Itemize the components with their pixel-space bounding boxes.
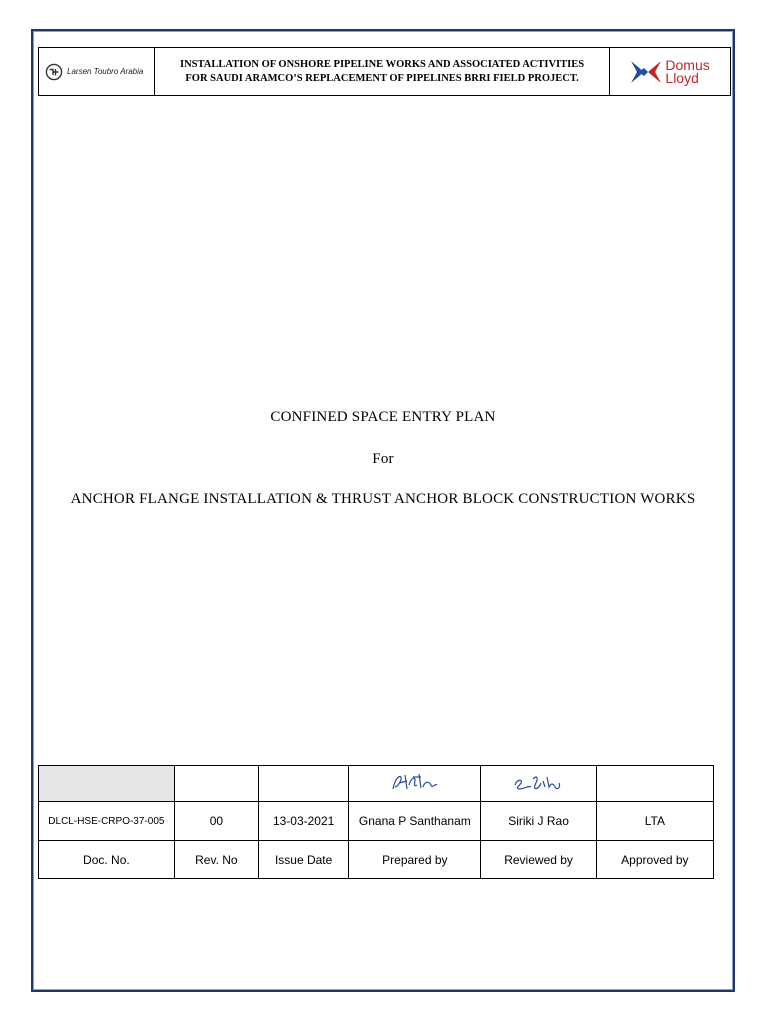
project-title-line2: FOR SAUDI ARAMCO’S REPLACEMENT OF PIPELINES BRRI FIELD PROJECT. — [185, 72, 579, 84]
issue-date-value: 13-03-2021 — [259, 802, 349, 841]
domus-text: Domus — [665, 56, 710, 73]
rev-no-signature-cell — [174, 766, 258, 802]
domus-lloyd-logo — [610, 58, 730, 86]
prepared-by-label: Prepared by — [349, 841, 481, 879]
approval-table — [38, 765, 714, 879]
plan-title: CONFINED SPACE ENTRY PLAN — [270, 409, 496, 425]
prepared-signature-cell — [349, 766, 481, 802]
reviewed-by-value: Siriki J Rao — [481, 802, 596, 841]
issue-date-label: Issue Date — [259, 841, 349, 879]
doc-no-value: DLCL-HSE-CRPO-37-005 — [39, 802, 175, 841]
for-text: For — [372, 451, 394, 467]
domus-lloyd-emblem-icon — [630, 58, 662, 86]
doc-no-label: Doc. No. — [39, 841, 175, 879]
lt-logo-cell — [39, 48, 155, 96]
project-title — [154, 48, 609, 96]
lloyd-text: Lloyd — [665, 69, 699, 86]
rev-no-label: Rev. No — [174, 841, 258, 879]
approved-by-value: LTA — [596, 802, 713, 841]
doc-no-signature-cell — [39, 766, 175, 802]
prepared-by-value: Gnana P Santhanam — [349, 802, 481, 841]
lt-emblem-icon — [45, 63, 63, 81]
prepared-by-signature — [385, 769, 445, 795]
lt-logo — [39, 63, 154, 81]
rev-no-value: 00 — [174, 802, 258, 841]
issue-date-signature-cell — [259, 766, 349, 802]
approved-by-label: Approved by — [596, 841, 713, 879]
project-title-line1: INSTALLATION OF ONSHORE PIPELINE WORKS AND ASSOCIATED ACTIVITIES — [180, 58, 585, 70]
reviewed-by-signature — [509, 769, 569, 795]
lt-logo-text: Larsen Toubro Arabia — [67, 67, 144, 76]
scope-title: ANCHOR FLANGE INSTALLATION & THRUST ANCHOR BLOCK CONSTRUCTION WORKS — [70, 491, 696, 507]
approved-signature-cell — [596, 766, 713, 802]
domus-lloyd-logo-cell — [610, 48, 731, 96]
reviewed-signature-cell — [481, 766, 596, 802]
reviewed-by-label: Reviewed by — [481, 841, 596, 879]
document-header — [38, 47, 731, 96]
